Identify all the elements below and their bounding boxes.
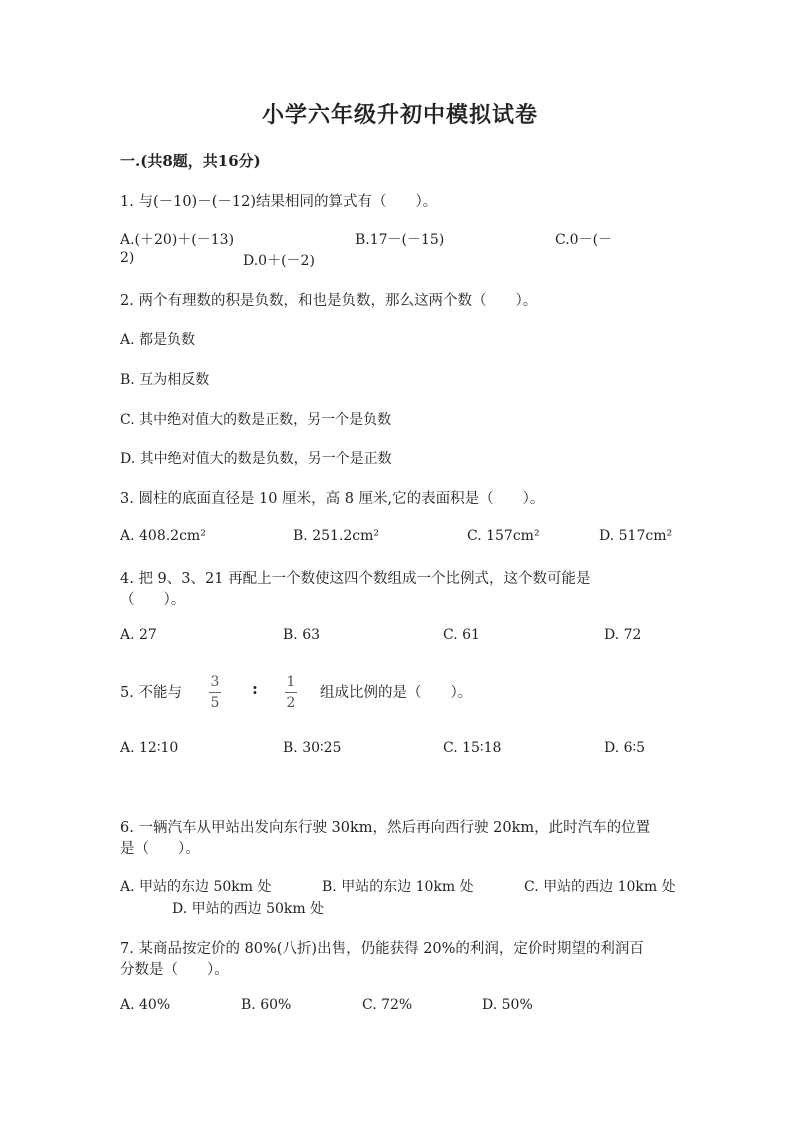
q5-stem-suffix: 组成比例的是（ ）。 [320,685,473,701]
q5-option-d: D. 6∶5 [604,740,646,756]
q3-option-a: A. 408.2cm² [120,528,206,544]
q6-option-d: D. 甲站的西边 50km 处 [172,901,325,917]
q7-stem-line1: 7. 某商品按定价的 80%(八折)出售，仍能获得 20%的利润，定价时期望的利润百 [120,941,644,957]
q6-stem-line2: 是（ ）。 [120,841,200,857]
q4-option-b: B. 63 [283,627,321,643]
q6-stem-line1: 6. 一辆汽车从甲站出发向东行驶 30km，然后再向西行驶 20km，此时汽车的位置 [120,820,651,836]
q3-option-d: D. 517cm² [599,528,673,544]
q5-option-b: B. 30∶25 [283,740,342,756]
q5-option-c: C. 15∶18 [443,740,502,756]
q7-stem-line2: 分数是（ ）。 [120,962,229,978]
fraction-1-numerator: 3 [210,674,220,690]
q1-option-a: A.(＋20)＋(－13) [120,232,235,248]
exam-title: 小学六年级升初中模拟试卷 [261,102,538,128]
q6-option-c: C. 甲站的西边 10km 处 [524,879,676,895]
q1-option-d: D.0＋(－2) [243,253,315,269]
fraction-2-bar [285,692,297,693]
q7-option-b: B. 60% [241,997,292,1013]
fraction-1-bar [209,692,221,693]
section-header: 一.(共8题，共16分) [120,152,261,170]
q2-option-b: B. 互为相反数 [120,372,210,388]
fraction-one-half [285,674,297,711]
q4-option-c: C. 61 [443,627,480,643]
q4-stem-line1: 4. 把 9、3、21 再配上一个数使这四个数组成一个比例式，这个数可能是 [120,571,591,587]
q6-option-a: A. 甲站的东边 50km 处 [120,879,272,895]
q4-option-a: A. 27 [120,627,157,643]
q1-option-c: C.0－(－ [555,232,613,248]
q6-option-b: B. 甲站的东边 10km 处 [322,879,474,895]
q3-option-b: B. 251.2cm² [293,528,379,544]
fraction-1-denominator: 5 [210,695,220,711]
q4-stem-line2: （ ）。 [120,592,186,608]
q3-stem: 3. 圆柱的底面直径是 10 厘米，高 8 厘米,它的表面积是（ ）。 [120,491,545,507]
fraction-three-fifths [209,674,221,711]
q4-option-d: D. 72 [604,627,642,643]
fraction-2-numerator: 1 [286,674,296,690]
q7-option-d: D. 50% [482,997,533,1013]
q3-option-c: C. 157cm² [467,528,540,544]
q7-option-a: A. 40% [120,997,171,1013]
q5-stem-prefix: 5. 不能与 [120,685,182,701]
ratio-colon: : [252,679,258,698]
q1-option-b: B.17－(－15) [355,232,445,248]
fraction-2-denominator: 2 [286,695,296,711]
q1-option-c-cont: 2) [120,250,135,266]
q1-stem: 1. 与(－10)－(－12)结果相同的算式有（ ）。 [120,194,438,210]
q2-option-a: A. 都是负数 [120,332,196,348]
q2-option-c: C. 其中绝对值大的数是正数，另一个是负数 [120,412,392,428]
q5-option-a: A. 12∶10 [120,740,179,756]
q7-option-c: C. 72% [362,997,413,1013]
q2-stem: 2. 两个有理数的积是负数，和也是负数，那么这两个数（ ）。 [120,293,538,309]
q2-option-d: D. 其中绝对值大的数是负数，另一个是正数 [120,451,392,467]
